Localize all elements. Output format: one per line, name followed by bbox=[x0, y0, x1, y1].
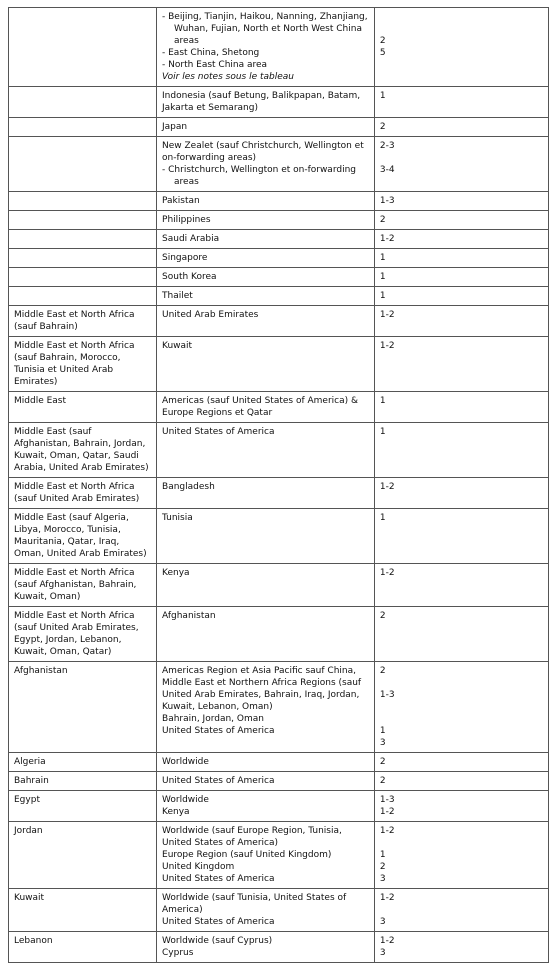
destination-cell bbox=[157, 607, 375, 662]
table-row bbox=[9, 211, 549, 230]
destination-text: Americas Region et Asia Pacific sauf China, Middle East et Northern Africa Regions (sauf United Arab Emirates, Bahrain, Iraq, Jordan, Kuwait, Lebanon, Oman) bbox=[162, 666, 362, 712]
table-row bbox=[9, 287, 549, 306]
origin-cell bbox=[9, 791, 157, 822]
destination-text: United States of America bbox=[162, 874, 275, 884]
days-value bbox=[380, 837, 542, 849]
destination-cell bbox=[157, 192, 375, 211]
table-row bbox=[9, 753, 549, 772]
days-cell bbox=[374, 8, 548, 87]
days-value: 1-3 bbox=[379, 795, 395, 805]
days-value bbox=[380, 23, 542, 35]
destination-text: United States of America bbox=[162, 917, 275, 927]
origin-cell bbox=[9, 137, 157, 192]
origin-text: Lebanon bbox=[14, 936, 53, 946]
destination-text: - Beijing, Tianjin, Haikou, Nanning, Zhanjiang, Wuhan, Fujian, North et North West China areas bbox=[162, 12, 368, 46]
origin-text: Middle East (sauf Algeria, Libya, Morocco, Tunisia, Mauritania, Qatar, Iraq, Oman, United Arab Emirates) bbox=[14, 513, 147, 559]
destination-text: Voir les notes sous le tableau bbox=[162, 72, 294, 82]
days-value: 1-2 bbox=[379, 482, 395, 492]
days-cell bbox=[374, 137, 548, 192]
table-row bbox=[9, 268, 549, 287]
origin-cell bbox=[9, 306, 157, 337]
destination-text: Bahrain, Jordan, Oman bbox=[162, 714, 264, 724]
destination-cell bbox=[157, 564, 375, 607]
origin-cell bbox=[9, 822, 157, 889]
destination-text: Worldwide bbox=[162, 795, 209, 805]
days-value: 1-3 bbox=[379, 196, 395, 206]
table-row bbox=[9, 249, 549, 268]
origin-text: Middle East (sauf Afghanistan, Bahrain, Jordan, Kuwait, Oman, Qatar, Saudi Arabia, United Arab Emirates) bbox=[14, 427, 149, 473]
days-cell bbox=[374, 822, 548, 889]
destination-text: United States of America bbox=[162, 427, 275, 437]
days-cell bbox=[374, 249, 548, 268]
destination-text: Worldwide (sauf Tunisia, United States of America) bbox=[162, 893, 347, 915]
days-value: 1 bbox=[379, 272, 386, 282]
destination-text: Philippines bbox=[162, 215, 211, 225]
destination-cell bbox=[157, 932, 375, 963]
days-value: 3-4 bbox=[379, 165, 395, 175]
days-cell bbox=[374, 306, 548, 337]
days-value bbox=[380, 152, 542, 164]
origin-cell bbox=[9, 932, 157, 963]
origin-text: Middle East et North Africa (sauf Bahrain, Morocco, Tunisia et United Arab Emirates) bbox=[14, 341, 135, 387]
origin-cell bbox=[9, 8, 157, 87]
origin-cell bbox=[9, 268, 157, 287]
destination-text: Americas (sauf United States of America) & Europe Regions et Qatar bbox=[162, 396, 358, 418]
destination-cell bbox=[157, 211, 375, 230]
origin-text: Middle East et North Africa (sauf Bahrain) bbox=[14, 310, 135, 332]
destination-text: United Kingdom bbox=[162, 862, 235, 872]
origin-cell bbox=[9, 192, 157, 211]
days-cell bbox=[374, 772, 548, 791]
table-row bbox=[9, 478, 549, 509]
days-cell bbox=[374, 509, 548, 564]
origin-text: Middle East et North Africa (sauf Afghanistan, Bahrain, Kuwait, Oman) bbox=[14, 568, 137, 602]
origin-cell bbox=[9, 118, 157, 137]
days-value: 1-2 bbox=[379, 893, 395, 903]
days-cell bbox=[374, 192, 548, 211]
days-value bbox=[380, 11, 542, 23]
days-value: 1-2 bbox=[379, 807, 395, 817]
table-row bbox=[9, 662, 549, 753]
destination-text: - East China, Shetong bbox=[162, 48, 260, 58]
table-row bbox=[9, 230, 549, 249]
origin-cell bbox=[9, 230, 157, 249]
destination-text: Worldwide bbox=[162, 757, 209, 767]
destination-text: New Zealet (sauf Christchurch, Wellington et on-forwarding areas) bbox=[162, 141, 364, 163]
origin-cell bbox=[9, 607, 157, 662]
destination-cell bbox=[157, 268, 375, 287]
destination-text: Pakistan bbox=[162, 196, 200, 206]
origin-cell bbox=[9, 509, 157, 564]
days-value: 1-3 bbox=[379, 690, 395, 700]
destination-text: Japan bbox=[162, 122, 188, 132]
origin-text: Middle East bbox=[14, 396, 67, 406]
origin-cell bbox=[9, 287, 157, 306]
destination-text: - North East China area bbox=[162, 60, 268, 70]
days-value: 3 bbox=[379, 948, 386, 958]
days-value bbox=[380, 677, 542, 689]
table-row bbox=[9, 306, 549, 337]
destination-text: Kenya bbox=[162, 568, 190, 578]
days-value: 1 bbox=[379, 291, 386, 301]
origin-cell bbox=[9, 772, 157, 791]
destination-text: Bangladesh bbox=[162, 482, 215, 492]
days-value: 2-3 bbox=[379, 141, 395, 151]
destination-cell bbox=[157, 8, 375, 87]
destination-text: - Christchurch, Wellington et on-forwarding areas bbox=[162, 165, 356, 187]
origin-text: Middle East et North Africa (sauf United Arab Emirates) bbox=[14, 482, 140, 504]
days-value: 5 bbox=[379, 48, 386, 58]
days-cell bbox=[374, 889, 548, 932]
destination-cell bbox=[157, 662, 375, 753]
origin-cell bbox=[9, 337, 157, 392]
origin-text: Kuwait bbox=[14, 893, 45, 903]
destination-text: Kenya bbox=[162, 807, 190, 817]
table-row bbox=[9, 822, 549, 889]
origin-cell bbox=[9, 249, 157, 268]
days-value: 1-2 bbox=[379, 936, 395, 946]
days-value: 3 bbox=[379, 738, 386, 748]
days-cell bbox=[374, 268, 548, 287]
destination-text: Afghanistan bbox=[162, 611, 216, 621]
table-body bbox=[9, 8, 549, 963]
table-row bbox=[9, 87, 549, 118]
days-value: 1 bbox=[379, 726, 386, 736]
origin-cell bbox=[9, 478, 157, 509]
destination-text: United Arab Emirates bbox=[162, 310, 259, 320]
days-cell bbox=[374, 932, 548, 963]
table-row bbox=[9, 932, 549, 963]
table-row bbox=[9, 889, 549, 932]
table-row bbox=[9, 192, 549, 211]
days-value: 2 bbox=[379, 215, 386, 225]
origin-text: Bahrain bbox=[14, 776, 49, 786]
days-value: 1-2 bbox=[379, 568, 395, 578]
origin-cell bbox=[9, 392, 157, 423]
destination-cell bbox=[157, 478, 375, 509]
origin-cell bbox=[9, 753, 157, 772]
days-value: 2 bbox=[379, 36, 386, 46]
destination-cell bbox=[157, 287, 375, 306]
destination-cell bbox=[157, 118, 375, 137]
origin-text: Jordan bbox=[14, 826, 43, 836]
table-row bbox=[9, 337, 549, 392]
destination-cell bbox=[157, 423, 375, 478]
destination-text: Cyprus bbox=[162, 948, 194, 958]
days-value: 1 bbox=[379, 396, 386, 406]
table-row bbox=[9, 607, 549, 662]
destination-text: Saudi Arabia bbox=[162, 234, 220, 244]
destination-text: Worldwide (sauf Cyprus) bbox=[162, 936, 273, 946]
days-value: 1-2 bbox=[379, 310, 395, 320]
destination-text: South Korea bbox=[162, 272, 217, 282]
destination-cell bbox=[157, 249, 375, 268]
destination-text: Tunisia bbox=[162, 513, 193, 523]
days-value: 2 bbox=[379, 862, 386, 872]
days-value bbox=[380, 904, 542, 916]
destination-text: Thailet bbox=[162, 291, 193, 301]
origin-cell bbox=[9, 662, 157, 753]
days-cell bbox=[374, 564, 548, 607]
days-value: 2 bbox=[379, 122, 386, 132]
days-cell bbox=[374, 478, 548, 509]
days-cell bbox=[374, 118, 548, 137]
destination-cell bbox=[157, 509, 375, 564]
destination-text: United States of America bbox=[162, 776, 275, 786]
destination-cell bbox=[157, 822, 375, 889]
table-row bbox=[9, 791, 549, 822]
days-cell bbox=[374, 607, 548, 662]
destination-cell bbox=[157, 772, 375, 791]
destination-cell bbox=[157, 306, 375, 337]
days-value: 1 bbox=[379, 427, 386, 437]
days-value: 1 bbox=[379, 513, 386, 523]
days-value: 1 bbox=[379, 253, 386, 263]
days-value: 1 bbox=[379, 850, 386, 860]
days-value: 1-2 bbox=[379, 341, 395, 351]
days-cell bbox=[374, 423, 548, 478]
origin-text: Egypt bbox=[14, 795, 40, 805]
destination-text: United States of America bbox=[162, 726, 275, 736]
destination-cell bbox=[157, 137, 375, 192]
days-cell bbox=[374, 211, 548, 230]
destination-cell bbox=[157, 87, 375, 118]
table-row bbox=[9, 392, 549, 423]
days-value: 2 bbox=[379, 611, 386, 621]
origin-cell bbox=[9, 564, 157, 607]
days-cell bbox=[374, 662, 548, 753]
transit-time-table bbox=[8, 7, 549, 963]
destination-cell bbox=[157, 791, 375, 822]
table-row bbox=[9, 772, 549, 791]
days-value: 1-2 bbox=[379, 234, 395, 244]
destination-text: Europe Region (sauf United Kingdom) bbox=[162, 850, 332, 860]
days-cell bbox=[374, 337, 548, 392]
origin-cell bbox=[9, 211, 157, 230]
days-value: 1 bbox=[379, 91, 386, 101]
origin-cell bbox=[9, 87, 157, 118]
days-value bbox=[380, 701, 542, 713]
days-value: 1-2 bbox=[379, 826, 395, 836]
destination-text: Indonesia (sauf Betung, Balikpapan, Batam, Jakarta et Semarang) bbox=[162, 91, 361, 113]
origin-cell bbox=[9, 889, 157, 932]
days-cell bbox=[374, 287, 548, 306]
destination-cell bbox=[157, 392, 375, 423]
destination-text: Singapore bbox=[162, 253, 208, 263]
table-row bbox=[9, 564, 549, 607]
days-cell bbox=[374, 87, 548, 118]
table-row bbox=[9, 423, 549, 478]
destination-text: Worldwide (sauf Europe Region, Tunisia, United States of America) bbox=[162, 826, 342, 848]
days-cell bbox=[374, 791, 548, 822]
days-value: 3 bbox=[379, 874, 386, 884]
days-value: 2 bbox=[379, 776, 386, 786]
destination-cell bbox=[157, 230, 375, 249]
days-cell bbox=[374, 230, 548, 249]
origin-cell bbox=[9, 423, 157, 478]
destination-cell bbox=[157, 753, 375, 772]
destination-cell bbox=[157, 889, 375, 932]
origin-text: Middle East et North Africa (sauf United Arab Emirates, Egypt, Jordan, Lebanon, Kuwait, Oman, Qatar) bbox=[14, 611, 139, 657]
destination-text: Kuwait bbox=[162, 341, 193, 351]
days-value: 3 bbox=[379, 917, 386, 927]
table-row bbox=[9, 8, 549, 87]
days-value bbox=[380, 713, 542, 725]
days-cell bbox=[374, 392, 548, 423]
table-row bbox=[9, 118, 549, 137]
origin-text: Afghanistan bbox=[14, 666, 68, 676]
days-value: 2 bbox=[379, 666, 386, 676]
days-cell bbox=[374, 753, 548, 772]
table-row bbox=[9, 509, 549, 564]
destination-cell bbox=[157, 337, 375, 392]
days-value: 2 bbox=[379, 757, 386, 767]
origin-text: Algeria bbox=[14, 757, 46, 767]
table-row bbox=[9, 137, 549, 192]
